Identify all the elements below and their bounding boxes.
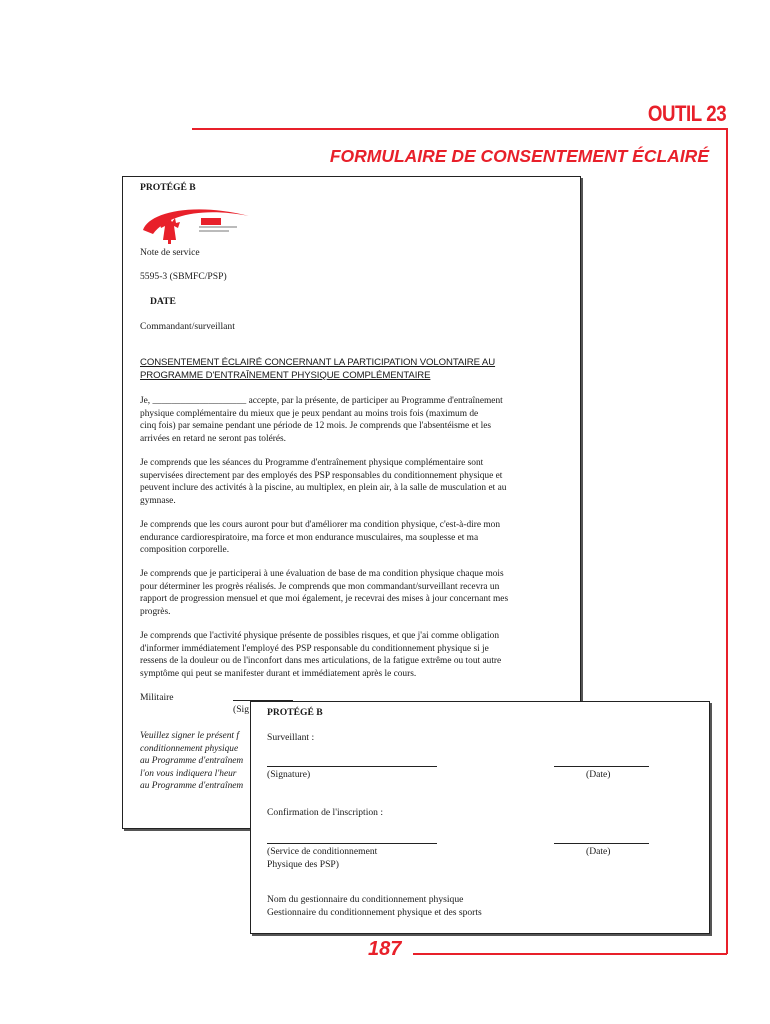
memo-note: Note de service — [140, 247, 200, 258]
paragraph-line: gymnase. — [140, 495, 176, 506]
paragraph-evaluation — [140, 568, 565, 618]
memo-date-label: DATE — [150, 296, 176, 307]
paragraph-sessions — [140, 457, 565, 507]
memo-classification: PROTÉGÉ B — [140, 182, 196, 193]
surveillant-date-line — [554, 766, 649, 767]
paragraph-line: symptôme qui peut se manifester durant et immédiatement après le cours. — [140, 668, 417, 679]
memo-heading — [140, 357, 495, 382]
date-label: (Date) — [586, 769, 611, 780]
paragraph-line: arrivées en retard ne seront pas tolérés. — [140, 433, 287, 444]
paragraph-line: rapport de progression mensuel et que moi également, je recevrai des mises à jour concernant mes — [140, 594, 509, 605]
paragraph-line: Je comprends que l'activité physique présente de possibles risques, et que j'ai comme obligation — [140, 631, 500, 641]
paragraph-risks — [140, 630, 565, 680]
footer-rule — [413, 953, 727, 955]
memo-recipient: Commandant/surveillant — [140, 321, 235, 332]
paragraph-line: Je, ____________________ accepte, par la présente, de participer au Programme d'entraînement — [140, 396, 503, 406]
italic-line: au Programme d'entraînem — [140, 756, 244, 767]
side-rule — [726, 128, 728, 954]
paragraph-commitment — [140, 395, 565, 445]
manager-name-line: Nom du gestionnaire du conditionnement physique — [267, 894, 464, 905]
paragraph-line: endurance cardiorespiratoire, ma force et mon endurance musculaires, ma souplesse et ma — [140, 532, 479, 543]
cf-logo-icon — [139, 204, 253, 246]
service-date-line — [554, 843, 649, 844]
tool-label: OUTIL 23 — [647, 101, 726, 126]
surveillant-label: Surveillant : — [267, 732, 315, 743]
paragraph-line: cinq fois) par semaine pendant une période de 12 mois. Je comprends que l'absentéisme et les — [140, 421, 492, 432]
service-label-line: Physique des PSP) — [267, 859, 339, 870]
italic-line: Veuillez signer le présent f — [140, 731, 239, 741]
service-label-line: (Service de conditionnement — [267, 846, 378, 857]
confirmation-label: Confirmation de l'inscription : — [267, 807, 384, 818]
date-label: (Date) — [586, 846, 611, 857]
paragraph-line: Je comprends que les séances du Programme d'entraînement physique complémentaire sont — [140, 458, 484, 468]
overlay-classification: PROTÉGÉ B — [267, 707, 323, 718]
paragraph-line: progrès. — [140, 606, 171, 617]
paragraph-line: Je comprends que je participerai à une évaluation de base de ma condition physique chaque mois — [140, 569, 504, 579]
paragraph-line: Je comprends que les cours auront pour but d'améliorer ma condition physique, c'est-à-dire mon — [140, 520, 501, 530]
paragraph-line: physique complémentaire du mieux que je peux pendant au moins trois fois (maximum de — [140, 408, 479, 419]
paragraph-goals — [140, 519, 565, 557]
surveillant-signature-line — [267, 766, 437, 767]
paragraph-line: ressens de la douleur ou de l'inconfort dans mes articulations, de la fatigue extrême ou tout autre — [140, 656, 502, 667]
form-title: FORMULAIRE DE CONSENTEMENT ÉCLAIRÉ — [329, 146, 709, 166]
manager-title-line: Gestionnaire du conditionnement physique et des sports — [267, 907, 482, 918]
paragraph-line: composition corporelle. — [140, 545, 230, 556]
paragraph-line: peuvent inclure des activités à la piscine, au multiplex, en plein air, à la salle de musculation et au — [140, 483, 507, 494]
italic-line: l'on vous indiquera l'heur — [140, 768, 237, 779]
memo-heading-line: CONSENTEMENT ÉCLAIRÉ CONCERNANT LA PARTICIPATION VOLONTAIRE AU — [140, 357, 496, 368]
italic-line: conditionnement physique — [140, 743, 239, 754]
militaire-signature-label: (Sig — [233, 704, 249, 715]
memo-heading-line: PROGRAMME D'ENTRAÎNEMENT PHYSIQUE COMPLÉMENTAIRE — [140, 369, 431, 381]
page-number: 187 — [368, 938, 402, 960]
paragraph-line: pour déterminer les progrès réalisés. Je comprends que mon commandant/surveillant recevra un — [140, 581, 500, 592]
confirmation-document — [250, 701, 710, 934]
paragraph-line: d'informer immédiatement l'employé des PSP responsable du conditionnement physique si je — [140, 643, 489, 654]
header-rule — [192, 128, 727, 130]
memo-reference: 5595-3 (SBMFC/PSP) — [140, 271, 227, 282]
service-signature-line — [267, 843, 437, 844]
italic-line: au Programme d'entraînem — [140, 781, 244, 792]
paragraph-line: supervisées directement par des employés des PSP responsables du conditionnement physique et — [140, 470, 503, 481]
militaire-label: Militaire — [140, 692, 174, 703]
signature-label: (Signature) — [267, 769, 311, 780]
